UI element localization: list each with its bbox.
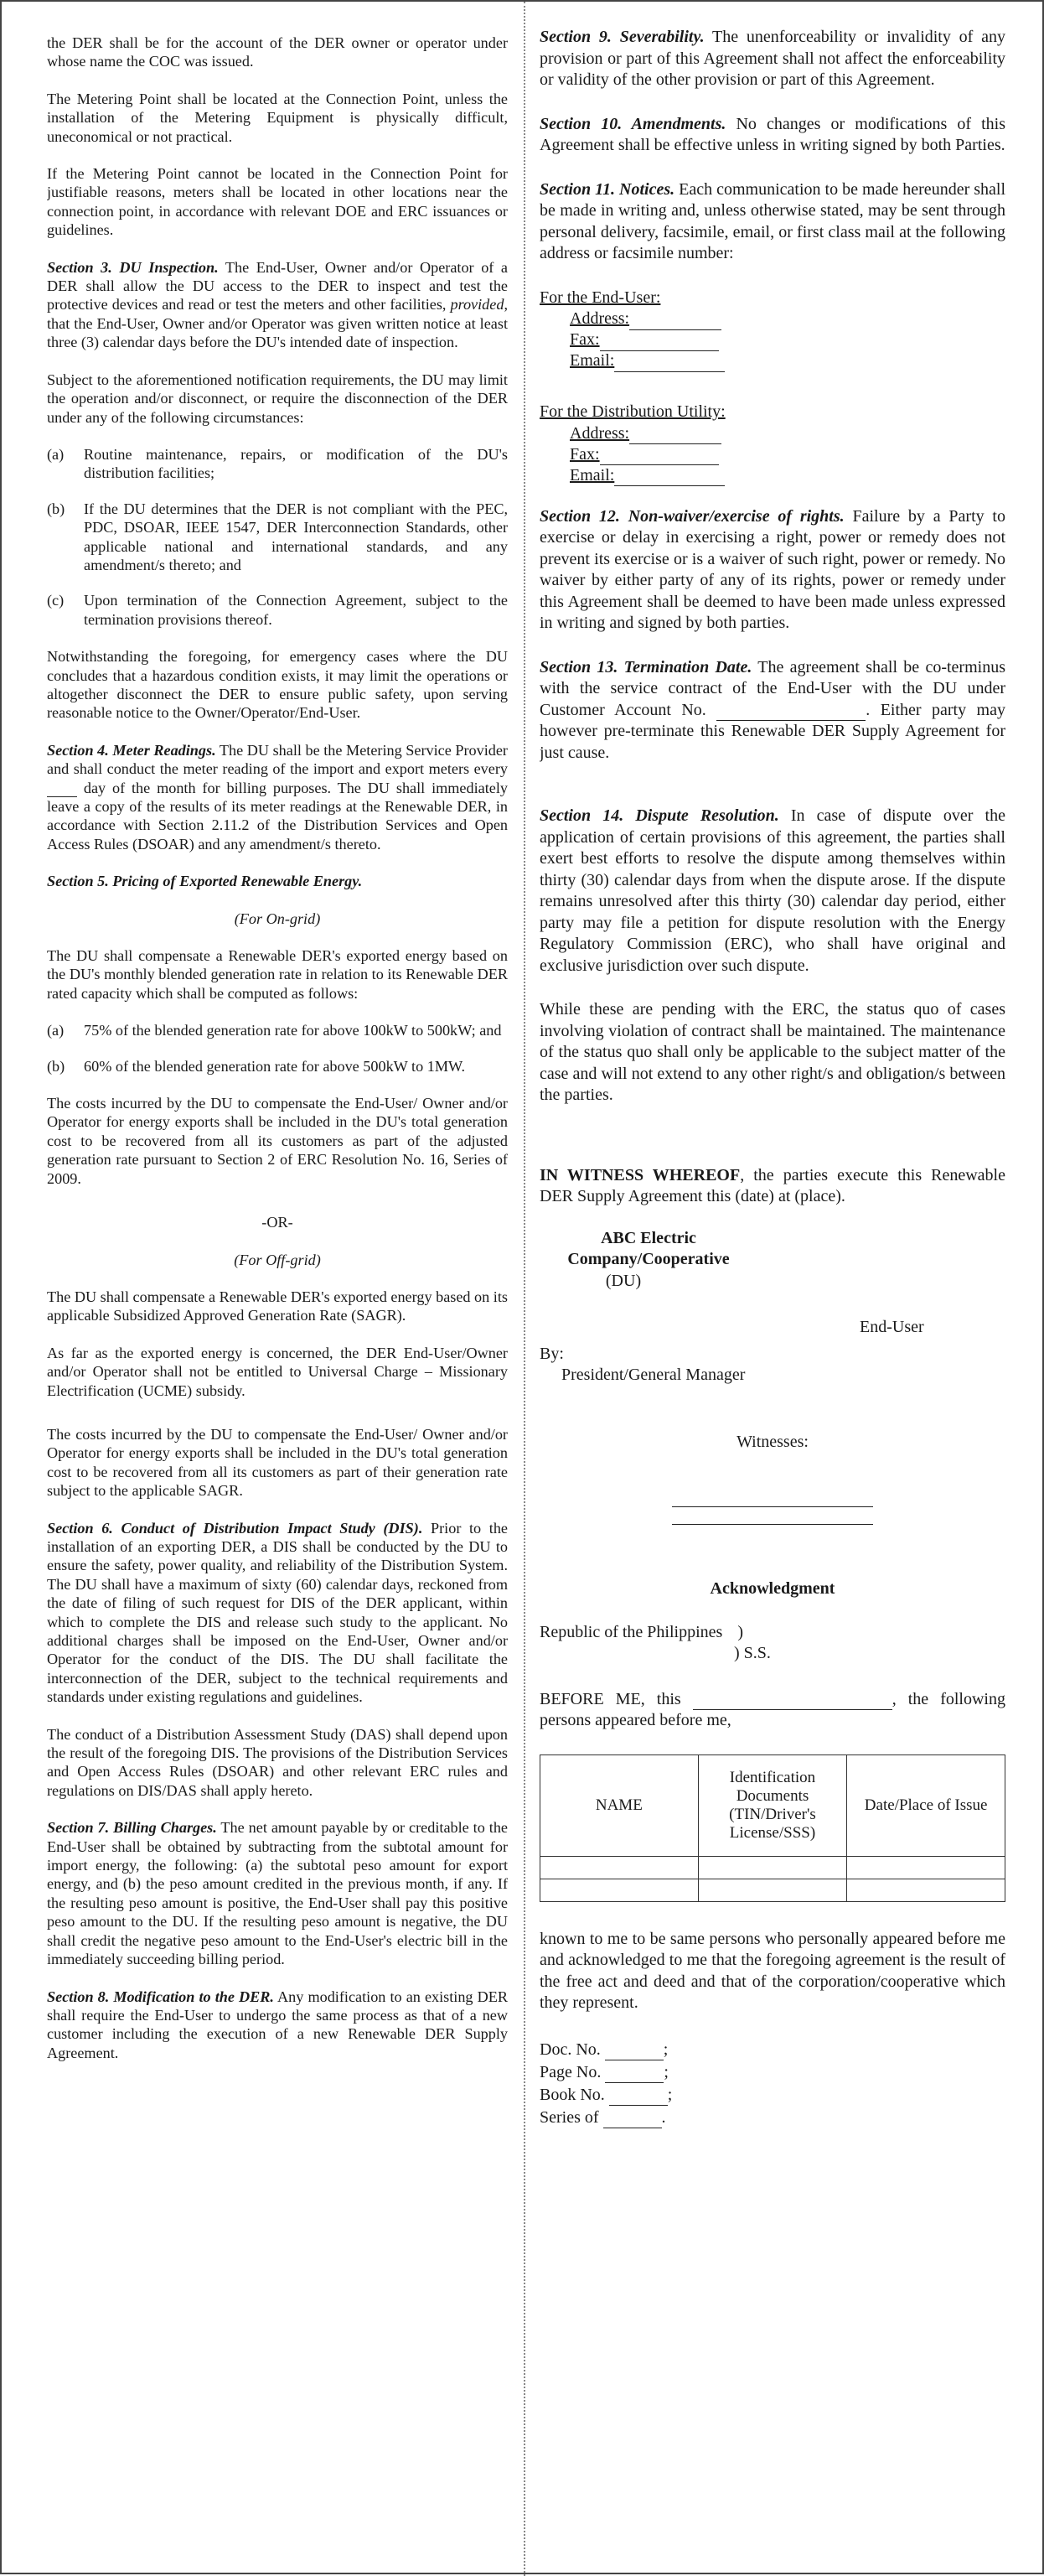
before-me-text-b: , the following persons appeared before me, [540, 1689, 1005, 1729]
metering-point-paragraph-2: If the Metering Point cannot be located in the Connection Point for justifiable reasons, meters shall be located in other locations near the connection point, in accordance with relevant DOE and ERC issuances or guidelines. [47, 165, 508, 239]
witness-text: , the parties execute this Renewable DER Supply Agreement this (date) at (place). [540, 1165, 1005, 1205]
list-item [47, 1021, 508, 1039]
section-5-title: Section 5. Pricing of Exported Renewable Energy. [47, 873, 363, 890]
fax-blank [600, 449, 719, 465]
email-blank [614, 356, 725, 372]
section-8-text: Any modification to an existing DER shall require the End-User to undergo the same process as that of a new customer including the execution of a new Renewable DER Supply Agreement. [47, 1988, 508, 2061]
ss-row [540, 1643, 1005, 1664]
list-item [47, 1057, 508, 1075]
section-3-paragraph-3: Notwithstanding the foregoing, for emergency cases where the DU concludes that a hazardous condition exists, it may limit the operations or altogether disconnect the DER to ensure public safety, upon serving reasonable notice to the Owner/Operator/End-User. [47, 648, 508, 722]
table-cell[interactable] [698, 1856, 847, 1879]
list-mark: (b) [47, 1057, 65, 1075]
section-7-text: The net amount payable by or creditable to the End-User shall be obtained by subtracting from the subtotal amount for import energy, the following: (a) the subtotal peso amount for export energy, and (b) the peso amount credited in the previous month, if any. If the resulting peso amount is positive, the End-User shall pay this positive peso amount to the DU. If the resulting peso amount is negative, the DU shall credit the negative peso amount to the End-User's electric bill in the immediately succeeding billing period. [47, 1819, 508, 1968]
table-row [540, 1879, 1005, 1901]
witness-paragraph [540, 1165, 1005, 1208]
section-11-title: Section 11. Notices. [540, 179, 675, 199]
section-9-text: The unenforceability or invalidity of any provision or part of this Agreement shall not affect the enforceability or validity of the other provision or part of this Agreement. [540, 28, 1005, 89]
section-8-paragraph [47, 1988, 508, 2063]
right-column [540, 2, 1005, 2567]
section-5-list [47, 1021, 508, 1075]
republic-row [540, 1622, 1005, 1643]
list-item [47, 445, 508, 483]
before-me-date-blank [693, 1694, 892, 1710]
table-header-date-place: Date/Place of Issue [847, 1754, 1005, 1856]
off-grid-label: (For Off-grid) [234, 1251, 321, 1268]
section-3-text-a: The End-User, Owner and/or Operator of a DER shall allow the DU access to the DER to inspect and test the protective devices and read or test the meters and other facilities, [47, 258, 508, 314]
before-me-text-a: BEFORE ME, this [540, 1689, 693, 1708]
doc-line-end: ; [664, 2062, 669, 2081]
section-5-paragraph-5: The costs incurred by the DU to compensate the End-User/ Owner and/or Operator for energy exports shall be included in the DU's total generation cost to be recovered from all its customers as part of their generation rate subject to the applicable SAGR. [47, 1425, 508, 1500]
end-user-email-row [540, 350, 1005, 371]
list-item [47, 591, 508, 629]
du-signature-block [548, 1228, 749, 1293]
section-5-paragraph-1: The DU shall compensate a Renewable DER's exported energy based on the DU's monthly blended generation rate in relation to its Renewable DER rated capacity which shall be computed as follows: [47, 947, 508, 1002]
table-row [540, 1856, 1005, 1879]
republic-label: Republic of the Philippines [540, 1622, 723, 1641]
doc-line [540, 2107, 1005, 2130]
end-user-signature-label: End-User [860, 1318, 924, 1336]
end-user-fax-row [540, 329, 1005, 350]
list-text: 75% of the blended generation rate for above 100kW to 500kW; and [84, 1022, 502, 1039]
witness-signature-line-2 [672, 1524, 873, 1525]
doc-line-blank [609, 2090, 668, 2106]
doc-line-label: Page No. [540, 2062, 602, 2081]
section-3-title: Section 3. DU Inspection. [47, 258, 219, 276]
section-6-paragraph [47, 1519, 508, 1707]
du-notice-block [540, 402, 1005, 486]
section-13-text-b: . Either party may however pre-terminate this Renewable DER Supply Agreement for just cause. [540, 700, 1005, 762]
or-separator: -OR- [261, 1214, 293, 1231]
doc-line-blank [603, 2112, 662, 2128]
doc-line-label: Book No. [540, 2085, 605, 2104]
doc-line-blank [605, 2067, 664, 2083]
end-user-notice-block [540, 288, 1005, 372]
section-10-title: Section 10. Amendments. [540, 114, 726, 133]
end-user-notice-title: For the End-User: [540, 288, 661, 307]
list-text: 60% of the blended generation rate for above 500kW to 1MW. [84, 1057, 466, 1075]
doc-line [540, 2040, 1005, 2062]
ss-label: ) S.S. [734, 1643, 771, 1662]
before-me-paragraph [540, 1689, 1005, 1732]
fax-blank [600, 335, 719, 351]
section-4-title: Section 4. Meter Readings. [47, 741, 216, 759]
section-10-text: No changes or modifications of this Agreement shall be effective unless in writing signed by both Parties. [540, 114, 1005, 154]
section-6-paragraph-2: The conduct of a Distribution Assessment Study (DAS) shall depend upon the result of the foregoing DIS. The provisions of the Distribution Services and Open Access Rules (DSOAR) and other relevant ERC rules and regulations on DIS/DAS shall apply hereto. [47, 1725, 508, 1799]
list-mark: (a) [47, 445, 65, 463]
table-cell[interactable] [540, 1856, 699, 1879]
acknowledgment-table [540, 1754, 1005, 1902]
doc-line-end: ; [663, 2040, 669, 2059]
section-4-paragraph [47, 741, 508, 853]
section-3-text-b: , that the End-User, Owner and/or Operator was given written notice at least three (3) calendar days before the DU's intended date of inspection. [47, 296, 508, 351]
list-text: If the DU determines that the DER is not compliant with the PEC, PDC, DSOAR, IEEE 1547, DER Interconnection Standards, other applicable national and international standards, and any amendment/s thereto; and [84, 500, 508, 573]
section-7-title: Section 7. Billing Charges. [47, 1819, 217, 1837]
section-7-paragraph [47, 1818, 508, 1968]
email-label: Email: [570, 465, 615, 485]
doc-number-lines [540, 2040, 1005, 2130]
section-6-title: Section 6. Conduct of Distribution Impact Study (DIS). [47, 1519, 423, 1537]
metering-point-paragraph: The Metering Point shall be located at the Connection Point, unless the installation of the Metering Equipment is physically difficult, uneconomical or not practical. [47, 90, 508, 145]
section-11-paragraph [540, 179, 1005, 265]
table-cell[interactable] [847, 1879, 1005, 1901]
doc-line [540, 2085, 1005, 2107]
list-item [47, 500, 508, 575]
section-3-provided: provided [450, 296, 504, 314]
section-8-title: Section 8. Modification to the DER. [47, 1988, 274, 2005]
email-blank [614, 470, 725, 486]
table-header-row [540, 1754, 1005, 1856]
company-du-label: (DU) [605, 1271, 642, 1290]
list-text: Upon termination of the Connection Agreement, subject to the termination provisions thereof. [84, 592, 508, 628]
column-divider [524, 2, 526, 2576]
section-9-title: Section 9. Severability. [540, 28, 705, 46]
doc-line-label: Series of [540, 2107, 599, 2127]
acknowledgment-title: Acknowledgment [710, 1579, 835, 1598]
section-9-paragraph [540, 27, 1005, 91]
meter-reading-day-blank [47, 783, 77, 797]
section-14-paragraph-2: While these are pending with the ERC, the status quo of cases involving violation of contract shall be maintained. The maintenance of the status quo shall only be applicable to the subject matter of the case and will not extend to any other right/s and obligation/s between the parties. [540, 1000, 1005, 1104]
du-address-row [540, 423, 1005, 444]
section-3-list [47, 445, 508, 629]
witnesses-label: Witnesses: [736, 1432, 809, 1451]
company-name-line2: Company/Cooperative [567, 1250, 730, 1268]
doc-line-end: ; [667, 2085, 673, 2104]
section-4-text-b: day of the month for billing purposes. The DU shall immediately leave a copy of the results of its meter readings at the Renewable DER, in accordance with Section 2.11.2 of the Distribution Services and Open Access Rules (DSOAR) and any amendment/s thereto. [47, 779, 508, 853]
table-header-id-docs: Identification Documents (TIN/Driver's License/SSS) [698, 1754, 847, 1856]
section-13-paragraph [540, 657, 1005, 765]
section-13-text-a: The agreement shall be co-terminus with the service contract of the End-User with the DU under Customer Account No. [540, 657, 1005, 719]
left-column [47, 2, 508, 2567]
address-label: Address: [570, 309, 630, 328]
section-10-paragraph [540, 114, 1005, 157]
doc-line [540, 2062, 1005, 2085]
republic-paren: ) [737, 1622, 743, 1641]
section-14-title: Section 14. Dispute Resolution. [540, 806, 779, 825]
on-grid-label: (For On-grid) [234, 910, 321, 927]
list-text: Routine maintenance, repairs, or modification of the DU's distribution facilities; [84, 445, 508, 482]
email-label: Email: [570, 351, 615, 370]
by-label: By: [540, 1344, 564, 1363]
address-label: Address: [570, 423, 630, 443]
table-header-name: NAME [540, 1754, 699, 1856]
customer-account-blank [716, 705, 866, 721]
fax-label: Fax: [570, 444, 600, 464]
du-notice-title: For the Distribution Utility: [540, 402, 726, 421]
company-name-line1: ABC Electric [601, 1228, 696, 1247]
address-blank [629, 428, 721, 444]
section-5-paragraph-4: As far as the exported energy is concerned, the DER End-User/Owner and/or Operator shall not be entitled to Universal Charge – Missionary Electrification (UCME) subsidy. [47, 1344, 508, 1399]
end-user-address-row [540, 308, 1005, 329]
president-label: President/General Manager [561, 1366, 746, 1384]
section-3-paragraph-2: Subject to the aforementioned notification requirements, the DU may limit the operation and/or disconnect, or require the disconnection of the DER under any of the following circumstances: [47, 371, 508, 426]
section-12-title: Section 12. Non-waiver/exercise of rights. [540, 506, 845, 526]
section-5-paragraph-3: The DU shall compensate a Renewable DER's exported energy based on its applicable Subsidized Approved Generation Rate (SAGR). [47, 1288, 508, 1324]
section-4-text-a: The DU shall be the Metering Service Provider and shall conduct the meter reading of the import and export meters every [47, 741, 508, 778]
doc-line-blank [605, 2045, 664, 2060]
section-6-text: Prior to the installation of an exporting DER, a DIS shall be conducted by the DU to ensure the safety, power quality, and reliability of the Distribution System. The DU shall have a maximum of sixty (60) calendar days, reckoned from the date of filing of such request for DIS of the DER applicant, within which to complete the DIS and release such study to the applicant. No additional charges shall be imposed on the End-User, Owner and/or Operator for the conduct of the DIS. The DU shall facilitate the interconnection of the DER, subject to the technical requirements and standards under existing regulations and guidelines. [47, 1519, 508, 1706]
section-12-text: Failure by a Party to exercise or delay in exercising a right, power or remedy does not prevent its exercise or is a waiver of such right, power or remedy. No waiver by either party of any of its rights, power or remedy under this Agreement shall be deemed to have been made unless expressed in writing and signed by both parties. [540, 506, 1005, 632]
section-13-title: Section 13. Termination Date. [540, 657, 752, 676]
du-email-row [540, 465, 1005, 486]
du-fax-row [540, 444, 1005, 465]
known-to-me-paragraph: known to me to be same persons who personally appeared before me and acknowledged to me that the foregoing agreement is the result of the free act and deed and that of the corporation/cooperative which they represent. [540, 1929, 1005, 2012]
address-blank [629, 314, 721, 330]
list-mark: (c) [47, 592, 65, 609]
section-5-heading [47, 872, 508, 890]
table-cell[interactable] [847, 1856, 1005, 1879]
continued-paragraph: the DER shall be for the account of the DER owner or operator under whose name the COC was issued. [47, 34, 508, 70]
section-12-paragraph [540, 506, 1005, 635]
section-14-paragraph [540, 806, 1005, 977]
section-14-text: In case of dispute over the application of certain provisions of this agreement, the parties shall exert best efforts to resolve the dispute among themselves within thirty (30) calendar days from when the dispute arose. If the dispute remains unresolved after this thirty (30) calendar day period, either party may file a petition for dispute resolution with the Energy Regulatory Commission (ERC), who shall have original and exclusive jurisdiction over such dispute. [540, 806, 1005, 975]
list-mark: (a) [47, 1022, 65, 1039]
doc-line-label: Doc. No. [540, 2040, 601, 2059]
fax-label: Fax: [570, 330, 600, 349]
doc-line-end: . [661, 2107, 666, 2127]
section-3-paragraph [47, 258, 508, 352]
table-cell[interactable] [540, 1879, 699, 1901]
section-11-text: Each communication to be made hereunder shall be made in writing and, unless otherwise stated, may be sent through personal delivery, facsimile, email, or first class mail at the following address or facsimile number: [540, 179, 1005, 262]
list-mark: (b) [47, 500, 65, 517]
witness-whereof: IN WITNESS WHEREOF [540, 1165, 741, 1184]
section-5-paragraph-2: The costs incurred by the DU to compensate the End-User/ Owner and/or Operator for energy exports shall be included in the DU's total generation cost to be recovered from all its customers as part of the adjusted generation rate pursuant to Section 2 of ERC Resolution No. 16, Series of 2009. [47, 1095, 508, 1187]
table-cell[interactable] [698, 1879, 847, 1901]
